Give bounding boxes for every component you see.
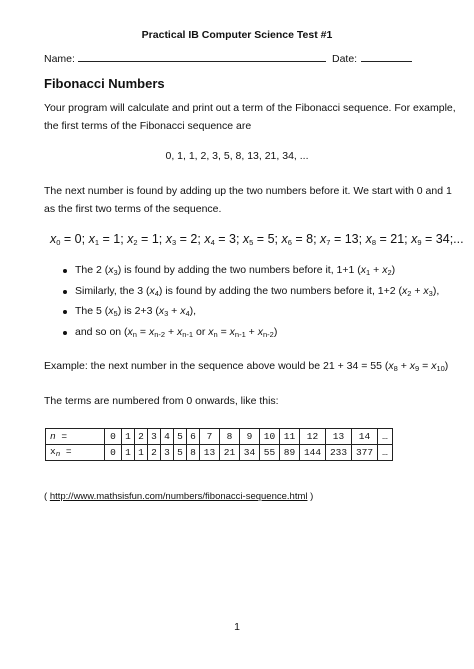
- table-cell: 13: [200, 445, 220, 461]
- name-blank-line[interactable]: [78, 51, 326, 62]
- table-cell: 13: [326, 429, 352, 445]
- table-cell: 12: [300, 429, 326, 445]
- math-term: $x_4 = 3$: [204, 232, 236, 247]
- table-cell: 3: [161, 445, 174, 461]
- table-cell: 5: [174, 429, 187, 445]
- table-cell: 377: [352, 445, 378, 461]
- table-cell: 14: [352, 429, 378, 445]
- table-cell: 11: [280, 429, 300, 445]
- name-field[interactable]: [44, 51, 326, 65]
- section-heading: Fibonacci Numbers: [44, 76, 165, 91]
- table-cell: 8: [187, 445, 200, 461]
- explanation-paragraph: [44, 182, 452, 218]
- row-label: $x_n$ =: [46, 445, 105, 461]
- table-cell: 89: [280, 445, 300, 461]
- math-term: $x_9 = 34$: [411, 232, 450, 247]
- table-cell: 1: [122, 429, 135, 445]
- table-cell: 8: [220, 429, 240, 445]
- explanation-line: The next number is found by adding up the two numbers before it. We start with 0 and 1: [44, 185, 452, 197]
- bullet-item: The 5 $(x_5)$ is 2+3 $(x_3 + x_4)$,: [63, 305, 439, 326]
- math-term: $x_0 = 0$: [50, 232, 82, 247]
- table-cell: 34: [240, 445, 260, 461]
- math-terms-line: $x_0 = 0$; $x_1 = 1$; $x_2 = 1$; $x_3 = 2$; $x_4 = 3$; $x_5 = 5$; $x_6 = 8$; $x_7 = 13$; $x_8 = 21$; $x_9 = 34$;...: [50, 232, 464, 247]
- table-cell: 1: [135, 445, 148, 461]
- table-cell: 55: [260, 445, 280, 461]
- row-label: n =: [46, 429, 105, 445]
- table-cell: 10: [260, 429, 280, 445]
- bullet-item: and so on ($x_n = x_{n-2} + x_{n-1}$ or $x_n = x_{n-1} + x_{n-2}$): [63, 326, 439, 347]
- date-field[interactable]: [332, 51, 412, 65]
- table-cell: 5: [174, 445, 187, 461]
- page-title: Practical IB Computer Science Test #1: [141, 29, 333, 41]
- table-cell: 21: [220, 445, 240, 461]
- math-term: $x_2 = 1$: [127, 232, 159, 247]
- table-cell: 2: [148, 445, 161, 461]
- intro-line: Your program will calculate and print out a term of the Fibonacci sequence. For example,: [44, 102, 456, 114]
- math-term: $x_7 = 13$: [320, 232, 359, 247]
- table-cell: 7: [200, 429, 220, 445]
- fibonacci-sequence: 0, 1, 1, 2, 3, 5, 8, 13, 21, 34, ...: [165, 150, 309, 162]
- table-cell: 3: [148, 429, 161, 445]
- table-row: [46, 429, 393, 445]
- explanation-line: as the first two terms of the sequence.: [44, 203, 222, 215]
- date-label: Date:: [332, 53, 358, 65]
- table-cell: 0: [105, 429, 122, 445]
- terms-note: The terms are numbered from 0 onwards, like this:: [44, 395, 279, 407]
- table-cell: 4: [161, 429, 174, 445]
- reference-link[interactable]: http://www.mathsisfun.com/numbers/fibonacci-sequence.html: [49, 491, 308, 502]
- table-cell: 9: [240, 429, 260, 445]
- table-cell: 6: [187, 429, 200, 445]
- table-row: [46, 445, 393, 461]
- bullet-list: [63, 264, 439, 346]
- math-term: $x_1 = 1$: [88, 232, 121, 247]
- table-cell: 233: [326, 445, 352, 461]
- table-cell: 2: [135, 429, 148, 445]
- date-blank-line[interactable]: [361, 51, 412, 62]
- example-line: Example: the next number in the sequence above would be 21 + 34 = 55 $(x_8 + x_9 = x_{10})$: [44, 360, 449, 373]
- bullet-item: Similarly, the 3 $(x_4)$ is found by adding the two numbers before it, 1+2 $(x_2 + x_3)$,: [63, 285, 439, 306]
- table-cell: …: [378, 429, 393, 445]
- fibonacci-table: [45, 428, 393, 461]
- bullet-item: The 2 $(x_3)$ is found by adding the two numbers before it, 1+1 $(x_1 + x_2)$: [63, 264, 439, 285]
- name-label: Name:: [44, 53, 75, 65]
- table-cell: 144: [300, 445, 326, 461]
- page-number: 1: [234, 621, 240, 633]
- intro-paragraph: [44, 99, 456, 135]
- math-term: $x_3 = 2$: [165, 232, 198, 247]
- intro-line: the first terms of the Fibonacci sequence are: [44, 120, 252, 132]
- math-term: $x_5 = 5$: [242, 232, 275, 247]
- table-cell: 1: [122, 445, 135, 461]
- math-term: $x_6 = 8$: [281, 232, 314, 247]
- reference-link-row: ( http://www.mathsisfun.com/numbers/fibonacci-sequence.html ): [44, 491, 314, 502]
- math-term: $x_8 = 21$: [365, 232, 405, 247]
- table-cell: …: [378, 445, 393, 461]
- table-cell: 0: [105, 445, 122, 461]
